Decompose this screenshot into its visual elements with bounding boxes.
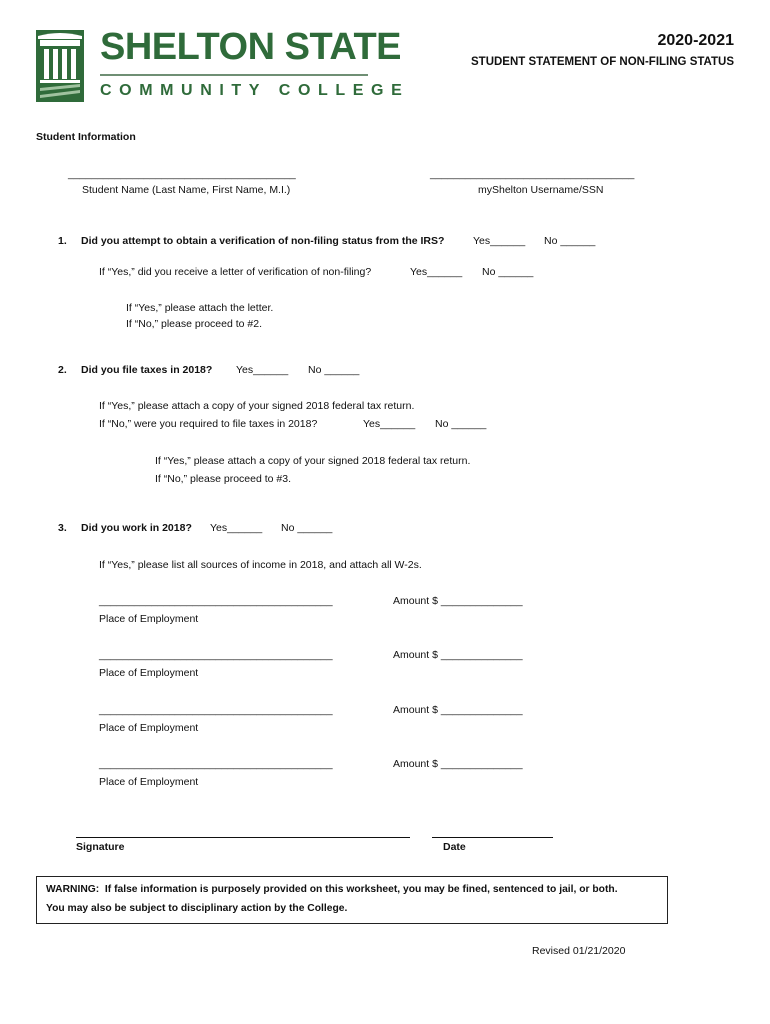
q1-question: Did you attempt to obtain a verification of non-filing status from the IRS? bbox=[81, 235, 445, 247]
q3-no-field[interactable]: No ______ bbox=[281, 522, 333, 534]
q3-yes-field[interactable]: Yes______ bbox=[210, 522, 263, 534]
date-line[interactable] bbox=[432, 837, 553, 838]
q2-sub-yes-field[interactable]: Yes______ bbox=[363, 418, 416, 430]
username-field[interactable]: ___________________________________ bbox=[430, 168, 635, 180]
student-name-field[interactable]: _______________________________________ bbox=[68, 168, 296, 180]
employment-amount-field[interactable]: Amount $ ______________ bbox=[393, 704, 523, 716]
employment-place-label: Place of Employment bbox=[99, 613, 199, 625]
q2-number: 2. bbox=[58, 364, 67, 376]
warning-line-1: WARNING: If false information is purposely provided on this worksheet, you may be fined, sentenced to jail, or both. bbox=[46, 884, 618, 895]
employment-place-label: Place of Employment bbox=[99, 667, 199, 679]
date-label: Date bbox=[443, 841, 466, 853]
signature-line[interactable] bbox=[76, 837, 410, 838]
q3-number: 3. bbox=[58, 522, 67, 534]
q1-number: 1. bbox=[58, 235, 67, 247]
q2-sub-note-no: If “No,” please proceed to #3. bbox=[155, 473, 291, 485]
q2-sub-note-yes: If “Yes,” please attach a copy of your signed 2018 federal tax return. bbox=[155, 455, 471, 467]
employment-amount-field[interactable]: Amount $ ______________ bbox=[393, 758, 523, 770]
q1-sub-yes-field[interactable]: Yes______ bbox=[410, 266, 463, 278]
q2-no-field[interactable]: No ______ bbox=[308, 364, 360, 376]
q1-sub-question: If “Yes,” did you receive a letter of verification of non-filing? bbox=[99, 266, 372, 278]
logo-divider bbox=[100, 74, 368, 76]
q2-sub-no-field[interactable]: No ______ bbox=[435, 418, 487, 430]
employment-place-label: Place of Employment bbox=[99, 776, 199, 788]
q1-note-no: If “No,” please proceed to #2. bbox=[126, 318, 262, 330]
academic-year: 2020-2021 bbox=[657, 32, 734, 49]
warning-box bbox=[36, 876, 668, 924]
revision-date: Revised 01/21/2020 bbox=[532, 945, 626, 957]
employment-place-field[interactable]: ________________________________________ bbox=[99, 595, 333, 607]
building-logo-icon bbox=[36, 30, 84, 102]
signature-label: Signature bbox=[76, 841, 125, 853]
employment-amount-field[interactable]: Amount $ ______________ bbox=[393, 595, 523, 607]
q1-note-yes: If “Yes,” please attach the letter. bbox=[126, 302, 274, 314]
q1-sub-no-field[interactable]: No ______ bbox=[482, 266, 534, 278]
employment-place-label: Place of Employment bbox=[99, 722, 199, 734]
employment-place-field[interactable]: ________________________________________ bbox=[99, 704, 333, 716]
employment-amount-field[interactable]: Amount $ ______________ bbox=[393, 649, 523, 661]
student-name-label: Student Name (Last Name, First Name, M.I.) bbox=[82, 184, 291, 196]
q2-sub-question: If “No,” were you required to file taxes in 2018? bbox=[99, 418, 318, 430]
logo-college-subtitle: COMMUNITY COLLEGE bbox=[100, 82, 410, 99]
q3-note: If “Yes,” please list all sources of income in 2018, and attach all W-2s. bbox=[99, 559, 422, 571]
q3-question: Did you work in 2018? bbox=[81, 522, 192, 534]
q2-note-yes: If “Yes,” please attach a copy of your signed 2018 federal tax return. bbox=[99, 400, 415, 412]
employment-place-field[interactable]: ________________________________________ bbox=[99, 758, 333, 770]
q1-no-field[interactable]: No ______ bbox=[544, 235, 596, 247]
q1-yes-field[interactable]: Yes______ bbox=[473, 235, 526, 247]
q2-question: Did you file taxes in 2018? bbox=[81, 364, 213, 376]
logo-college-name: SHELTON STATE bbox=[100, 26, 402, 68]
username-label: myShelton Username/SSN bbox=[478, 184, 604, 196]
document-title: STUDENT STATEMENT OF NON-FILING STATUS bbox=[471, 56, 734, 68]
student-info-heading: Student Information bbox=[36, 131, 136, 143]
q2-yes-field[interactable]: Yes______ bbox=[236, 364, 289, 376]
warning-line-2: You may also be subject to disciplinary action by the College. bbox=[46, 903, 348, 914]
employment-place-field[interactable]: ________________________________________ bbox=[99, 649, 333, 661]
